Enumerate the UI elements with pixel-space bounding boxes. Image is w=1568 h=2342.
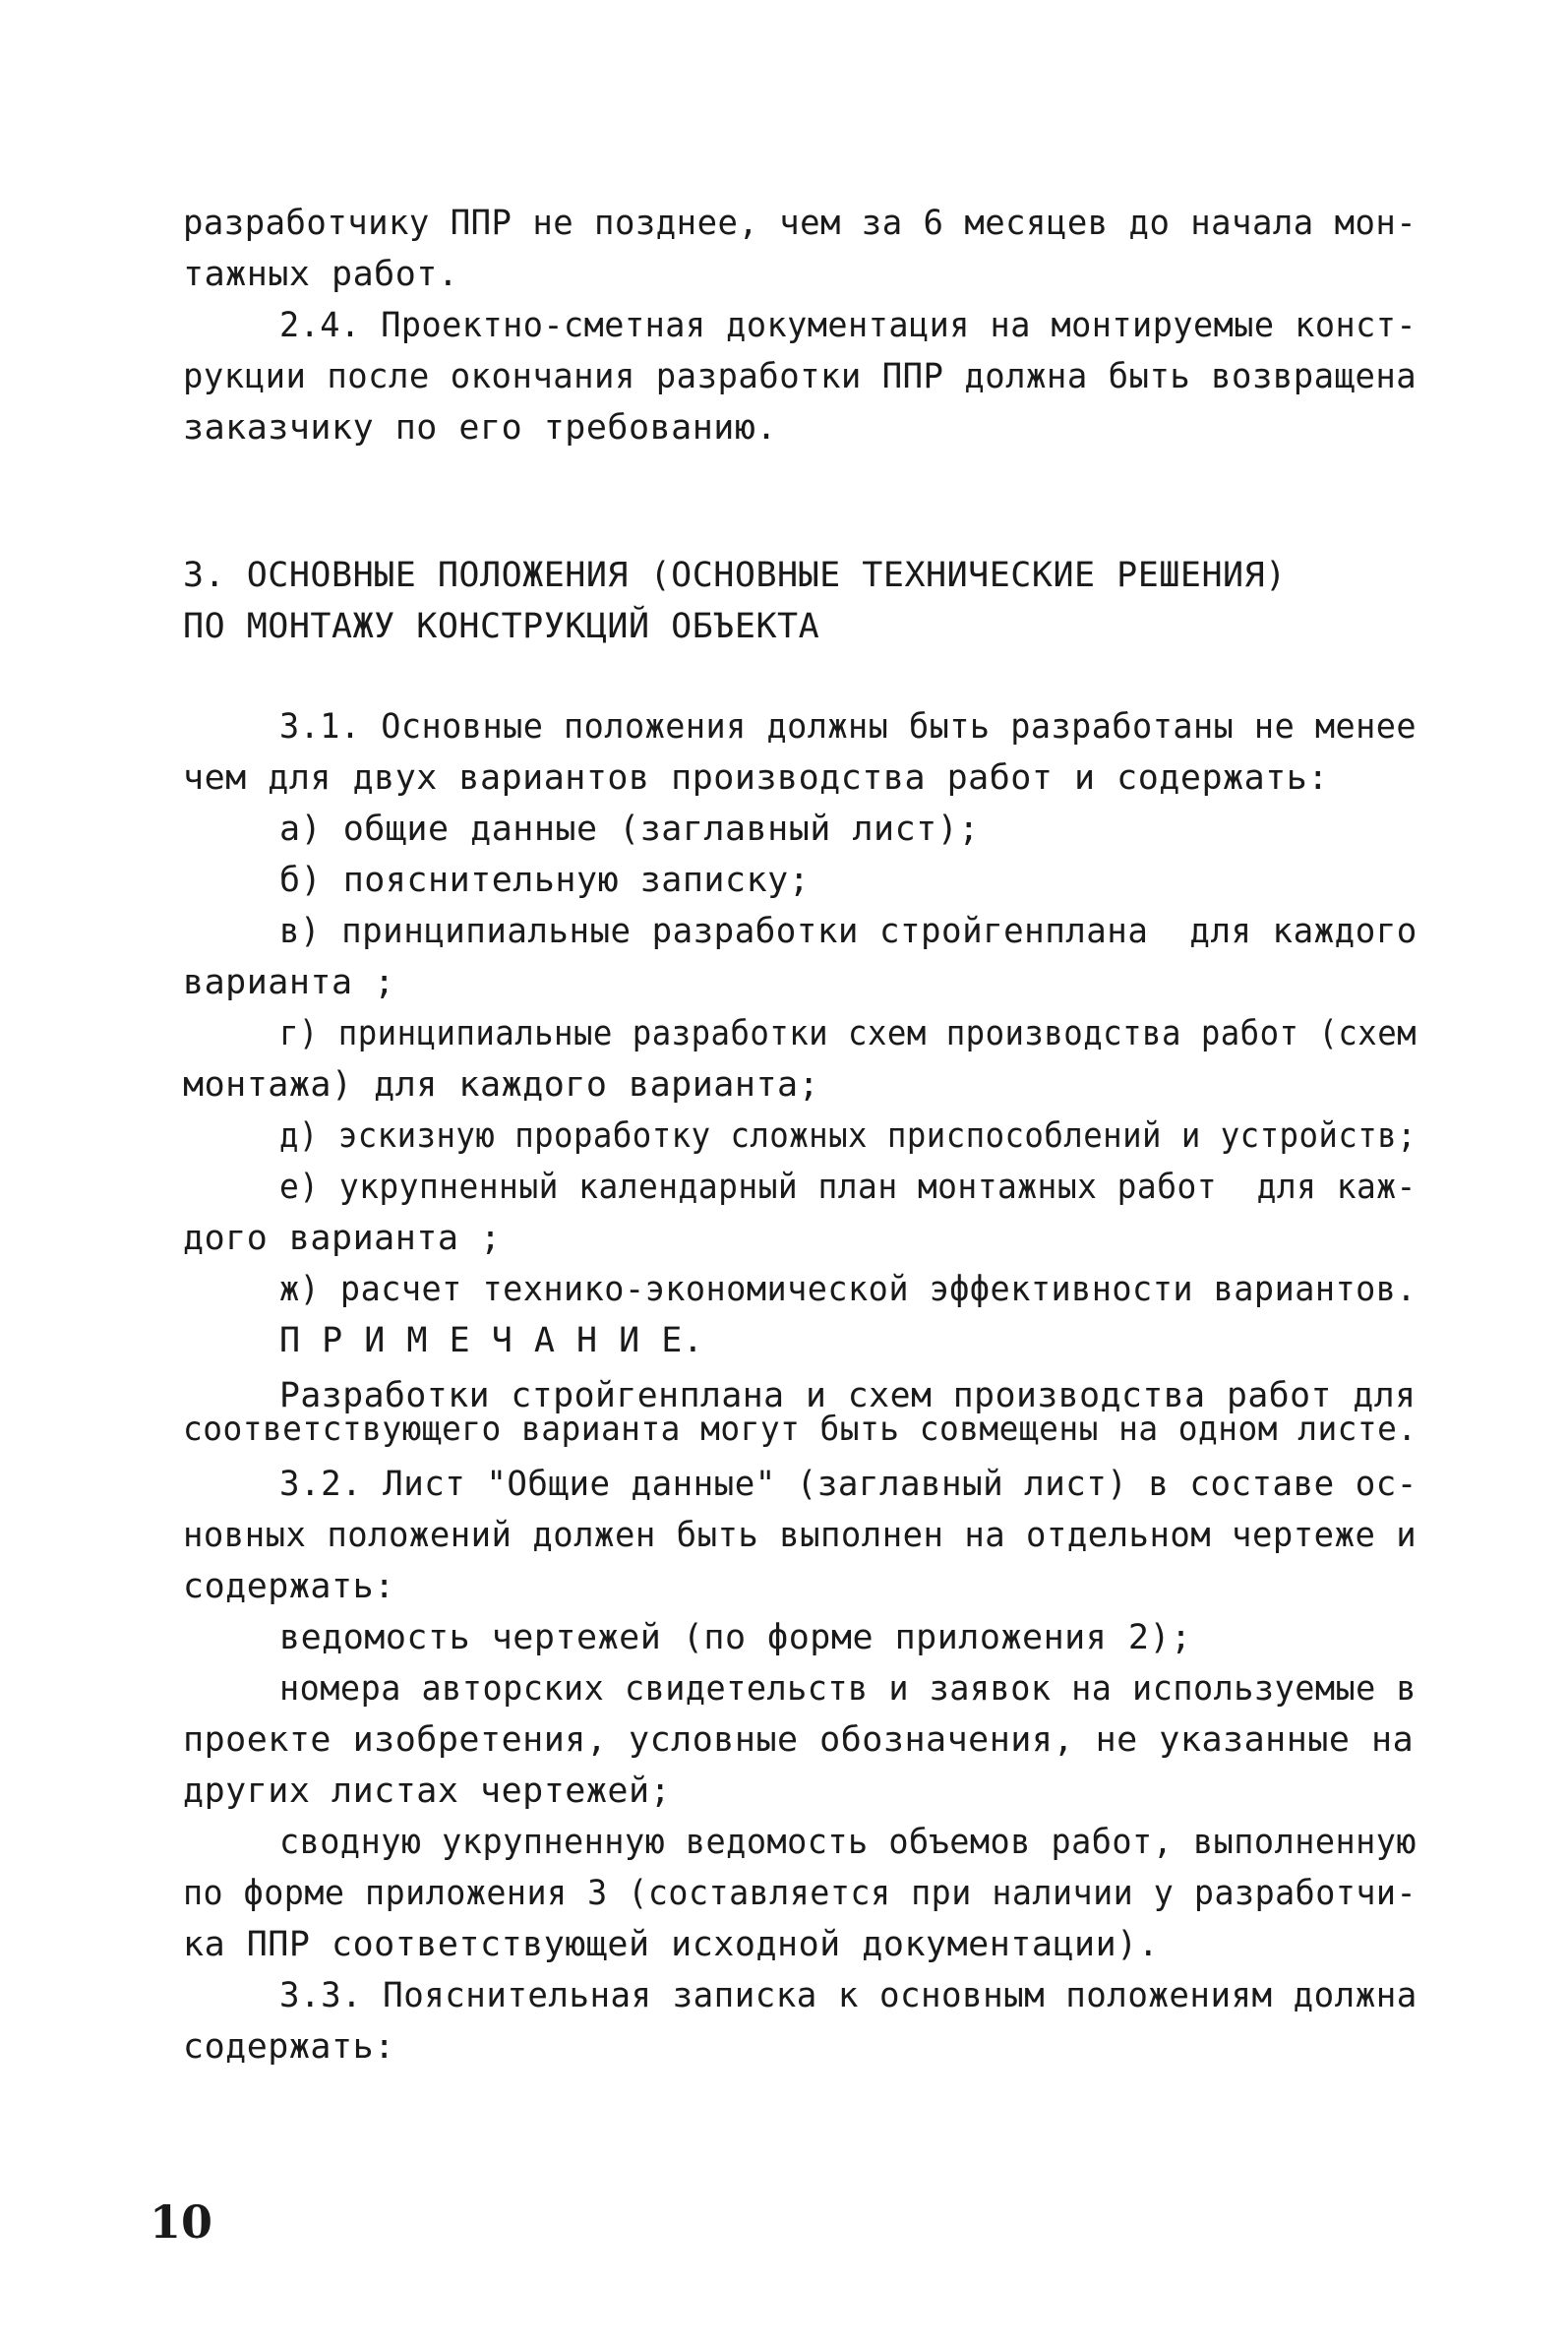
note-label: П Р И М Е Ч А Н И Е. [279,1321,704,1360]
page-number: 10 [150,2195,213,2249]
text-line: разработчику ППР не позднее, чем за 6 месяцев до начала мон- [183,204,1417,243]
list-item: а) общие данные (заглавный лист); [279,810,980,849]
text-line: 3.2. Лист "Общие данные" (заглавный лист) в составе ос- [279,1465,1417,1504]
text-line: тажных работ. [183,255,459,294]
text-line: ведомость чертежей (по форме приложения 2); [279,1618,1192,1657]
list-item-cont: варианта ; [183,963,395,1002]
text-line: содержать: [183,1567,395,1606]
list-item-cont: дого варианта ; [183,1219,502,1258]
text-line: рукции после окончания разработки ППР должна быть возвращена [183,357,1417,396]
text-line: заказчику по его требованию. [183,408,778,448]
text-line: 3.1. Основные положения должны быть разработаны не менее [279,707,1417,747]
section-heading: 3. ОСНОВНЫЕ ПОЛОЖЕНИЯ (ОСНОВНЫЕ ТЕХНИЧЕСКИЕ РЕШЕНИЯ) [183,556,1287,595]
section-heading: ПО МОНТАЖУ КОНСТРУКЦИЙ ОБЪЕКТА [183,607,820,646]
list-item: г) принципиальные разработки схем производства работ (схем [279,1014,1417,1053]
note-text: соответствующего варианта могут быть совмещены на одном листе. [183,1410,1417,1449]
text-line: по форме приложения 3 (составляется при наличии у разработчи- [183,1874,1417,1913]
text-line: 2.4. Проектно-сметная документация на монтируемые конст- [279,306,1417,345]
list-item: е) укрупненный календарный план монтажных работ для каж- [279,1168,1417,1207]
list-item: в) принципиальные разработки стройгенплана для каждого [279,912,1417,951]
list-item: д) эскизную проработку сложных приспособлений и устройств; [279,1116,1417,1156]
note-text: Разработки стройгенплана и схем производства работ для [279,1376,1417,1415]
text-line: новных положений должен быть выполнен на отдельном чертеже и [183,1516,1417,1555]
text-line: содержать: [183,2027,395,2067]
text-line: сводную укрупненную ведомость объемов работ, выполненную [279,1823,1417,1862]
text-line: других листах чертежей; [183,1772,672,1811]
text-line: номера авторских свидетельств и заявок на используемые в [279,1669,1417,1709]
list-item: ж) расчет технико-экономической эффективности вариантов. [279,1270,1417,1309]
text-line: чем для двух вариантов производства работ и содержать: [183,758,1329,798]
list-item-cont: монтажа) для каждого варианта; [183,1065,820,1105]
text-line: 3.3. Пояснительная записка к основным положениям должна [279,1976,1417,2015]
list-item: б) пояснительную записку; [279,861,811,900]
text-line: ка ППР соответствующей исходной документации). [183,1925,1160,1964]
text-line: проекте изобретения, условные обозначения, не указанные на [183,1720,1415,1760]
